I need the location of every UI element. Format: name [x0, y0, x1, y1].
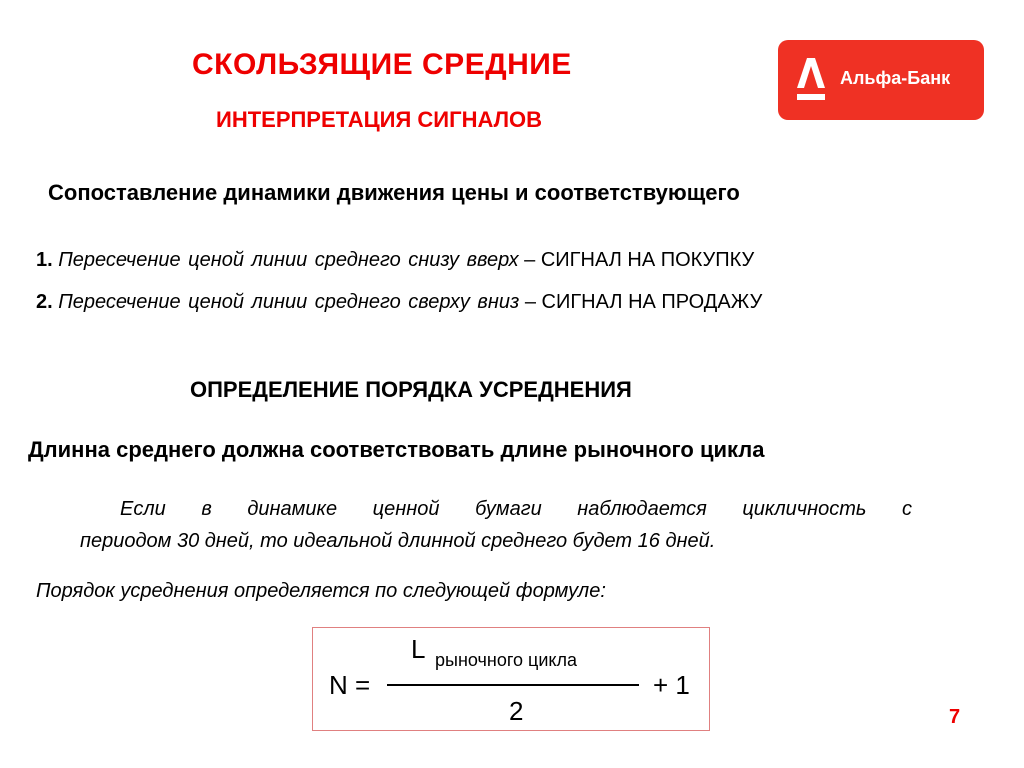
alfa-bank-logo	[778, 40, 984, 120]
signal-number: 1.	[36, 249, 53, 271]
page-title: СКОЛЬЗЯЩИЕ СРЕДНИЕ	[192, 48, 572, 81]
signal-description: Пересечение ценой линии среднего снизу вверх	[58, 249, 519, 271]
signal-description: Пересечение ценой линии среднего сверху вниз	[58, 291, 520, 313]
signal-result: – СИГНАЛ НА ПОКУПКУ	[518, 249, 755, 271]
formula-intro: Порядок усреднения определяется по следующей формуле:	[36, 580, 606, 602]
page-number: 7	[949, 706, 961, 728]
formula-addend: + 1	[653, 670, 690, 700]
comparison-heading: Сопоставление динамики движения цены и соответствующего	[48, 180, 740, 205]
signal-buy	[36, 249, 754, 272]
signal-number: 2.	[36, 291, 53, 313]
page-subtitle: ИНТЕРПРЕТАЦИЯ СИГНАЛОВ	[216, 107, 543, 132]
example-paragraph-line: периодом 30 дней, то идеальной длинной среднего будет 16 дней.	[80, 530, 716, 552]
formula-lhs: N =	[329, 670, 371, 700]
formula-box	[312, 627, 710, 731]
logo-text: Альфа-Банк	[840, 68, 951, 88]
example-paragraph-line: Если в динамике ценной бумаги наблюдается цикличность с	[120, 498, 912, 520]
averaging-order-heading: ОПРЕДЕЛЕНИЕ ПОРЯДКА УСРЕДНЕНИЯ	[190, 377, 632, 402]
formula-numerator-symbol: L	[411, 634, 426, 664]
fraction-bar	[387, 684, 639, 686]
alfa-a-logo-icon	[793, 54, 829, 104]
example-paragraph	[80, 493, 912, 557]
formula-numerator-subscript: рыночного цикла	[435, 650, 577, 670]
signal-result: – СИГНАЛ НА ПРОДАЖУ	[519, 291, 763, 313]
average-length-heading: Длинна среднего должна соответствовать длине рыночного цикла	[28, 437, 765, 462]
signal-sell	[36, 291, 762, 314]
formula-denominator: 2	[509, 696, 524, 726]
